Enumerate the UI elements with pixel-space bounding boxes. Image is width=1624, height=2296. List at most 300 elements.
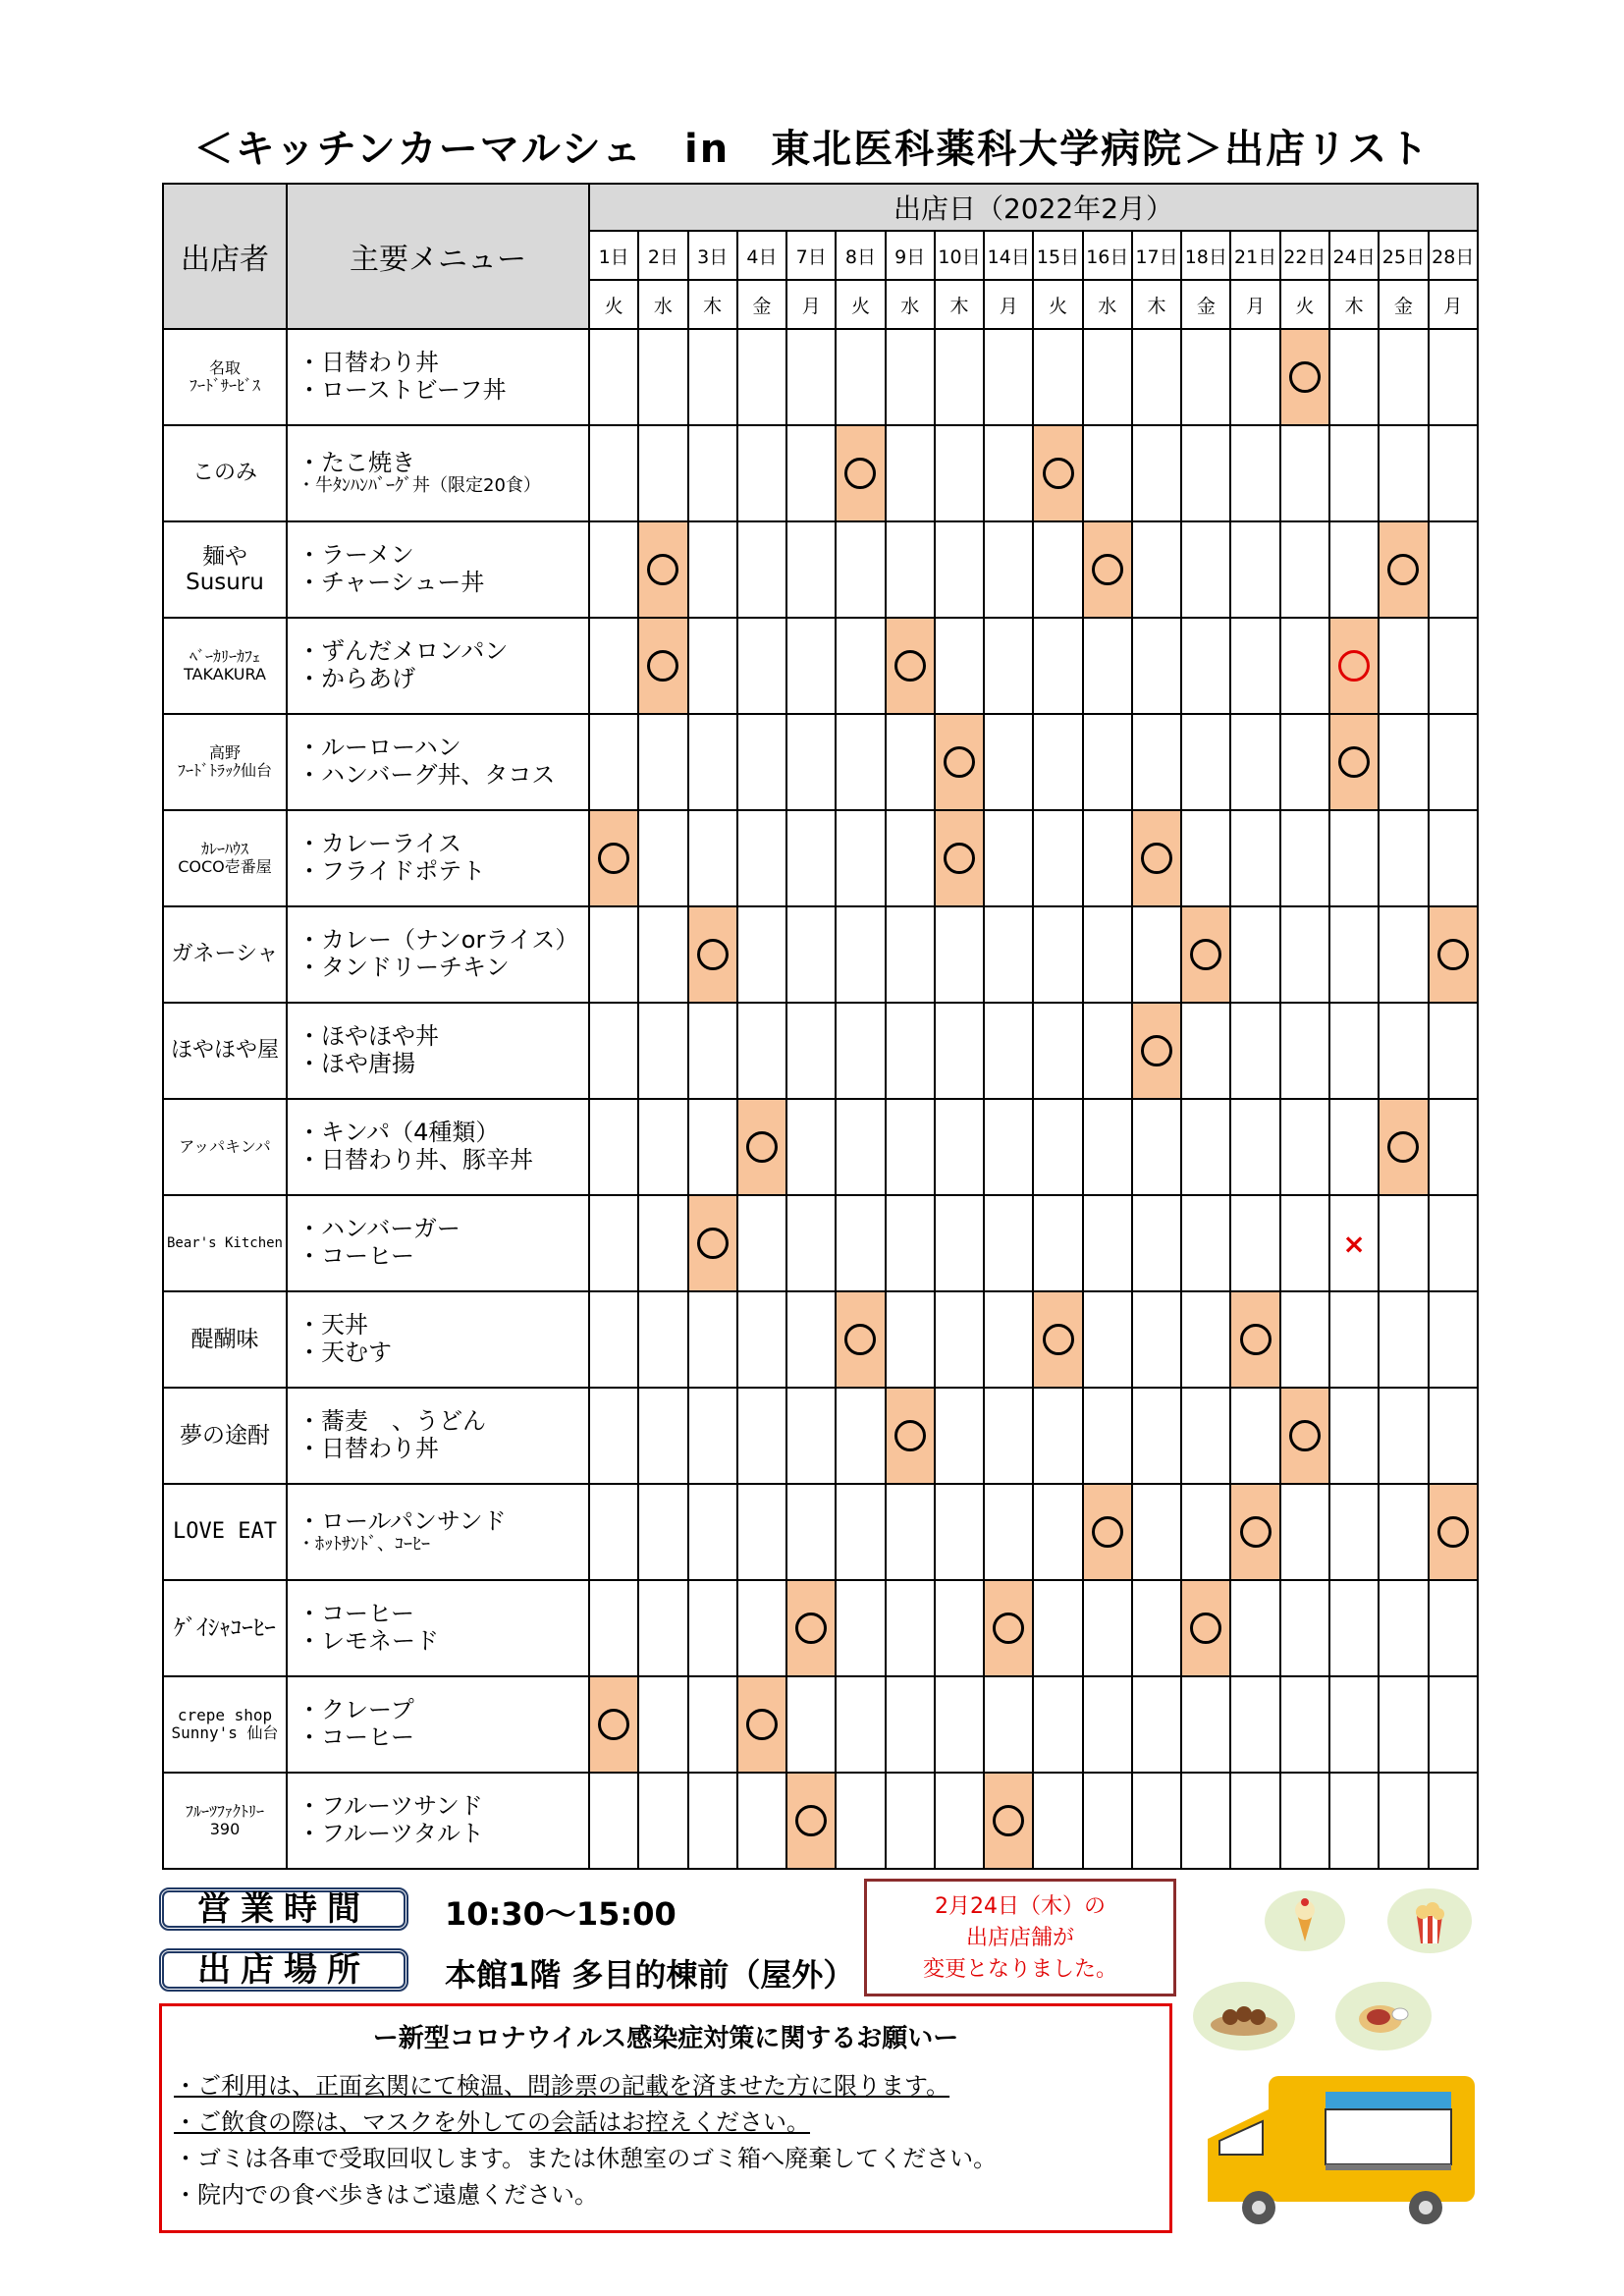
- weekday-header: 木: [688, 280, 737, 329]
- page-title: ＜キッチンカーマルシェ in 東北医科薬科大学病院＞出店リスト: [193, 127, 1431, 172]
- vendor-rows: [163, 329, 1478, 1869]
- schedule-cell: [1230, 1291, 1279, 1388]
- schedule-cell: [1280, 1195, 1329, 1291]
- schedule-cell: [984, 1099, 1033, 1195]
- menu-item: ・キンパ（4種類）: [298, 1119, 500, 1147]
- schedule-cell: [836, 1676, 885, 1773]
- menu-item: ・チャーシュー丼: [298, 569, 485, 596]
- schedule-cell: [638, 1003, 687, 1099]
- menu-item: ・ほやほや丼: [298, 1022, 439, 1051]
- schedule-cell: [1181, 1580, 1230, 1676]
- schedule-cell: [886, 1580, 935, 1676]
- schedule-cell: [786, 425, 836, 521]
- schedule-cell: [1379, 810, 1428, 906]
- schedule-cell: [1132, 714, 1181, 810]
- vendor-name-line: このみ: [191, 461, 257, 486]
- covid-notice-title: ー新型コロナウイルス感染症対策に関するお願いー: [372, 2024, 959, 2053]
- menu-items: [287, 425, 589, 521]
- schedule-cell: [886, 1388, 935, 1484]
- schedule-cell: [786, 618, 836, 714]
- circle-mark: [598, 843, 629, 874]
- schedule-cell: [1083, 329, 1132, 425]
- menu-items: [287, 1003, 589, 1099]
- schedule-cell: [984, 810, 1033, 906]
- schedule-cell: [1429, 425, 1478, 521]
- schedule-cell: [1230, 1580, 1279, 1676]
- food-truck-icon: [1198, 2070, 1483, 2237]
- schedule-cell: [1132, 1388, 1181, 1484]
- covid-notice-item: ・ご利用は、正面玄関にて検温、問診票の記載を済ませた方に限ります。: [174, 2072, 950, 2100]
- schedule-cell: [688, 1099, 737, 1195]
- menu-item: ・フライドポテト: [298, 857, 486, 885]
- schedule-cell: [688, 521, 737, 618]
- schedule-cell: [1033, 425, 1082, 521]
- vendor-row: [163, 1676, 1478, 1773]
- menu-items: [287, 521, 589, 618]
- day-header: 9日: [886, 231, 935, 280]
- schedule-cell: [1181, 906, 1230, 1003]
- schedule-cell: [1132, 329, 1181, 425]
- schedule-cell: [737, 1099, 786, 1195]
- menu-item: ・ルーローハン: [298, 734, 461, 762]
- day-header: 3日: [688, 231, 737, 280]
- schedule-cell: [1181, 1003, 1230, 1099]
- covid-notice-box: [159, 2003, 1172, 2233]
- schedule-cell: [1033, 1195, 1082, 1291]
- vendor-name-line: Bear's Kitchen: [166, 1234, 283, 1251]
- schedule-cell: [737, 521, 786, 618]
- circle-mark: [1338, 746, 1370, 778]
- popcorn-icon: [1387, 1888, 1472, 1953]
- schedule-cell: [1181, 1773, 1230, 1869]
- circle-mark: [1190, 1613, 1221, 1644]
- schedule-cell: [935, 1676, 984, 1773]
- schedule-cell: [984, 1580, 1033, 1676]
- vendor-name: [163, 1099, 287, 1195]
- schedule-cell: [737, 1484, 786, 1580]
- schedule-cell: [1083, 521, 1132, 618]
- vendor-row: [163, 1484, 1478, 1580]
- schedule-cell: [589, 1291, 638, 1388]
- circle-mark: [894, 1420, 926, 1451]
- schedule-cell: [638, 521, 687, 618]
- menu-item: ・からあげ: [298, 665, 415, 692]
- weekday-header: 金: [1181, 280, 1230, 329]
- circle-mark: [795, 1805, 827, 1836]
- schedule-cell: [589, 1388, 638, 1484]
- schedule-cell: [589, 521, 638, 618]
- changed-circle-mark: [1338, 650, 1370, 682]
- schedule-cell: [836, 1195, 885, 1291]
- ice-cream-icon: [1265, 1890, 1345, 1951]
- vendor-row: [163, 1388, 1478, 1484]
- schedule-cell: [1280, 1484, 1329, 1580]
- schedule-cell: [836, 1003, 885, 1099]
- vendor-name-line: ｶﾚｰﾊｳｽ: [200, 839, 248, 858]
- schedule-cell: [737, 906, 786, 1003]
- schedule-cell: [1429, 1484, 1478, 1580]
- schedule-cell: [1033, 1099, 1082, 1195]
- schedule-cell: [589, 1773, 638, 1869]
- schedule-cell: [1329, 425, 1379, 521]
- circle-mark: [1092, 554, 1123, 585]
- burrito-icon: [1335, 1982, 1432, 2050]
- schedule-cell: [1033, 1388, 1082, 1484]
- menu-items: [287, 1099, 589, 1195]
- schedule-cell: [1429, 714, 1478, 810]
- schedule-cell: [1033, 906, 1082, 1003]
- schedule-cell: [1181, 1195, 1230, 1291]
- schedule-cell: [1429, 906, 1478, 1003]
- circle-mark: [1190, 939, 1221, 970]
- schedule-cell: [1329, 1099, 1379, 1195]
- schedule-cell: [688, 1388, 737, 1484]
- schedule-cell: [589, 714, 638, 810]
- schedule-cell: [1329, 1773, 1379, 1869]
- schedule-cell: [886, 425, 935, 521]
- schedule-cell: [1379, 425, 1428, 521]
- schedule-cell: [836, 1484, 885, 1580]
- schedule-cell: [984, 714, 1033, 810]
- schedule-cell: [836, 521, 885, 618]
- vendor-row: [163, 521, 1478, 618]
- schedule-cell: [589, 1195, 638, 1291]
- menu-item: ・ほや唐揚: [298, 1050, 415, 1077]
- schedule-cell: [1230, 714, 1279, 810]
- vendor-name-line: アッパキンパ: [179, 1136, 271, 1156]
- vendor-name-line: ﾌｰﾄﾞｻｰﾋﾞｽ: [189, 376, 260, 395]
- cancelled-mark: ×: [1342, 1227, 1366, 1260]
- vendor-column-header: 出店者: [163, 184, 287, 329]
- day-header: 14日: [984, 231, 1033, 280]
- menu-items: [287, 810, 589, 906]
- day-header: 18日: [1181, 231, 1230, 280]
- schedule-cell: [836, 618, 885, 714]
- schedule-cell: [886, 906, 935, 1003]
- schedule-cell: [786, 1676, 836, 1773]
- weekday-header: 木: [935, 280, 984, 329]
- schedule-cell: [688, 1484, 737, 1580]
- schedule-cell: [886, 618, 935, 714]
- schedule-cell: [1181, 810, 1230, 906]
- schedule-cell: [1379, 1773, 1428, 1869]
- schedule-cell: [1280, 1003, 1329, 1099]
- vendor-row: [163, 906, 1478, 1003]
- schedule-cell: [984, 1291, 1033, 1388]
- schedule-cell: [1329, 1676, 1379, 1773]
- menu-item: ・ずんだメロンパン: [298, 637, 509, 666]
- schedule-cell: [1083, 425, 1132, 521]
- schedule-cell: [1280, 1773, 1329, 1869]
- day-header: 8日: [836, 231, 885, 280]
- schedule-table: [162, 183, 1479, 1870]
- hours-label: 営業時間: [159, 1887, 408, 1931]
- weekday-header: 火: [1280, 280, 1329, 329]
- schedule-cell: [1280, 906, 1329, 1003]
- weekday-header: 火: [589, 280, 638, 329]
- schedule-cell: [1083, 1003, 1132, 1099]
- schedule-cell: [1132, 1195, 1181, 1291]
- menu-item: ・ハンバーガー: [298, 1215, 460, 1243]
- vendor-name-line: ガネーシャ: [171, 942, 279, 967]
- schedule-cell: [1181, 1291, 1230, 1388]
- schedule-cell: [638, 329, 687, 425]
- schedule-cell: [935, 1291, 984, 1388]
- schedule-cell: [935, 1484, 984, 1580]
- schedule-cell: [984, 1484, 1033, 1580]
- schedule-cell: [1132, 1003, 1181, 1099]
- schedule-cell: [1329, 810, 1379, 906]
- schedule-cell: [1429, 329, 1478, 425]
- schedule-cell: [1132, 618, 1181, 714]
- hours-value: 10:30～15:00: [445, 1895, 677, 1933]
- schedule-cell: [836, 906, 885, 1003]
- circle-mark: [795, 1613, 827, 1644]
- schedule-cell: [1181, 714, 1230, 810]
- schedule-cell: [589, 1676, 638, 1773]
- schedule-cell: [935, 521, 984, 618]
- schedule-cell: [836, 1291, 885, 1388]
- vendor-name-line: 390: [209, 1820, 241, 1838]
- schedule-cell: [984, 618, 1033, 714]
- day-header: 24日: [1329, 231, 1379, 280]
- schedule-cell: [786, 1484, 836, 1580]
- schedule-cell: [737, 329, 786, 425]
- schedule-cell: [688, 1773, 737, 1869]
- weekday-header: 月: [786, 280, 836, 329]
- schedule-cell: [1181, 1484, 1230, 1580]
- schedule-cell: [1230, 329, 1279, 425]
- circle-mark: [993, 1613, 1024, 1644]
- vendor-row: [163, 618, 1478, 714]
- schedule-cell: [1329, 1580, 1379, 1676]
- schedule-cell: [737, 1388, 786, 1484]
- menu-items: [287, 906, 589, 1003]
- weekday-header: 月: [1429, 280, 1478, 329]
- schedule-cell: [1329, 618, 1379, 714]
- circle-mark: [1141, 1035, 1172, 1066]
- schedule-cell: [688, 329, 737, 425]
- schedule-cell: [886, 1291, 935, 1388]
- schedule-cell: [1083, 906, 1132, 1003]
- schedule-cell: [638, 1676, 687, 1773]
- schedule-cell: [638, 810, 687, 906]
- schedule-cell: [836, 1773, 885, 1869]
- schedule-cell: [935, 1195, 984, 1291]
- circle-mark: [1141, 843, 1172, 874]
- vendor-name: [163, 810, 287, 906]
- vendor-row: [163, 810, 1478, 906]
- schedule-cell: [1181, 1676, 1230, 1773]
- schedule-cell: [737, 1676, 786, 1773]
- circle-mark: [697, 1228, 729, 1259]
- menu-item: ・レモネード: [298, 1627, 439, 1655]
- schedule-cell: [1429, 1388, 1478, 1484]
- schedule-cell: [1379, 1676, 1428, 1773]
- schedule-cell: [1230, 1003, 1279, 1099]
- schedule-cell: [589, 1484, 638, 1580]
- menu-item: ・日替わり丼、豚辛丼: [298, 1146, 533, 1174]
- schedule-cell: [1379, 521, 1428, 618]
- schedule-cell: [1181, 521, 1230, 618]
- schedule-cell: [1033, 1773, 1082, 1869]
- schedule-cell: [1033, 1003, 1082, 1099]
- schedule-cell: [737, 618, 786, 714]
- schedule-cell: [786, 1388, 836, 1484]
- schedule-cell: [1033, 1291, 1082, 1388]
- schedule-cell: [984, 1773, 1033, 1869]
- schedule-cell: [688, 810, 737, 906]
- schedule-cell: [1132, 1676, 1181, 1773]
- schedule-cell: [1329, 329, 1379, 425]
- circle-mark: [746, 1709, 778, 1740]
- day-header: 10日: [935, 231, 984, 280]
- schedule-cell: [589, 1099, 638, 1195]
- vendor-name: [163, 521, 287, 618]
- weekday-header: 木: [1132, 280, 1181, 329]
- vendor-name: [163, 1291, 287, 1388]
- day-header: 21日: [1230, 231, 1279, 280]
- schedule-cell: [688, 618, 737, 714]
- schedule-cell: [984, 1676, 1033, 1773]
- menu-item: ・天丼: [298, 1311, 368, 1339]
- schedule-cell: [1132, 906, 1181, 1003]
- menu-column-header: 主要メニュー: [287, 184, 589, 329]
- schedule-cell: [786, 1580, 836, 1676]
- schedule-cell: [1429, 1003, 1478, 1099]
- schedule-cell: [1230, 618, 1279, 714]
- day-header: 4日: [737, 231, 786, 280]
- schedule-cell: [786, 1773, 836, 1869]
- vendor-name: [163, 1676, 287, 1773]
- schedule-cell: [1033, 329, 1082, 425]
- schedule-cell: [1280, 714, 1329, 810]
- schedule-cell: [1280, 1388, 1329, 1484]
- covid-notice-item: ・ゴミは各車で受取回収します。または休憩室のゴミ箱へ廃棄してください。: [174, 2145, 998, 2172]
- vendor-row: [163, 329, 1478, 425]
- schedule-cell: [1280, 521, 1329, 618]
- circle-mark: [993, 1805, 1024, 1836]
- circle-mark: [844, 1324, 876, 1355]
- vendor-name-line: 名取: [208, 357, 241, 377]
- schedule-cell: [1033, 810, 1082, 906]
- vendor-name: [163, 1003, 287, 1099]
- vendor-name-line: 醍醐味: [190, 1326, 259, 1352]
- schedule-cell: [935, 1773, 984, 1869]
- schedule-cell: [836, 1388, 885, 1484]
- vendor-name: [163, 714, 287, 810]
- circle-mark: [746, 1131, 778, 1163]
- circle-mark: [1092, 1516, 1123, 1548]
- schedule-cell: [786, 1291, 836, 1388]
- menu-item: ・フルーツサンド: [298, 1792, 483, 1821]
- schedule-cell: [1280, 329, 1329, 425]
- schedule-cell: [935, 1388, 984, 1484]
- menu-item: ・たこ焼き: [298, 448, 415, 476]
- schedule-cell: [1379, 1484, 1428, 1580]
- vendor-name-line: crepe shop: [177, 1705, 273, 1724]
- schedule-cell: [886, 1099, 935, 1195]
- circle-mark: [1437, 939, 1469, 970]
- notice-line: 2月24日（木）の: [935, 1894, 1106, 1919]
- schedule-cell: [836, 329, 885, 425]
- schedule-cell: [589, 810, 638, 906]
- schedule-cell: [786, 521, 836, 618]
- schedule-cell: [886, 1003, 935, 1099]
- schedule-cell: [638, 1484, 687, 1580]
- schedule-cell: [1429, 1195, 1478, 1291]
- schedule-cell: [984, 521, 1033, 618]
- schedule-cell: [935, 1003, 984, 1099]
- vendor-row: [163, 1580, 1478, 1676]
- day-header: 25日: [1379, 231, 1428, 280]
- vendor-row: [163, 1291, 1478, 1388]
- circle-mark: [647, 554, 678, 585]
- schedule-cell: [1329, 521, 1379, 618]
- schedule-cell: [786, 1003, 836, 1099]
- schedule-cell: [1132, 810, 1181, 906]
- schedule-cell: [1033, 714, 1082, 810]
- schedule-cell: [1033, 618, 1082, 714]
- schedule-cell: [1083, 1773, 1132, 1869]
- schedule-cell: [935, 329, 984, 425]
- schedule-cell: [1181, 329, 1230, 425]
- schedule-cell: [935, 425, 984, 521]
- menu-item: ・クレープ: [298, 1696, 414, 1724]
- schedule-cell: [589, 425, 638, 521]
- vendor-name-line: 麺やSusuru: [186, 543, 264, 595]
- schedule-cell: [1329, 1291, 1379, 1388]
- weekday-header: 水: [638, 280, 687, 329]
- schedule-cell: [1132, 1291, 1181, 1388]
- weekday-header: 月: [1230, 280, 1279, 329]
- schedule-cell: [1329, 714, 1379, 810]
- schedule-cell: [836, 1099, 885, 1195]
- schedule-cell: [984, 1388, 1033, 1484]
- schedule-cell: [1230, 810, 1279, 906]
- schedule-cell: [737, 1003, 786, 1099]
- schedule-cell: [1329, 906, 1379, 1003]
- menu-items: [287, 1388, 589, 1484]
- schedule-cell: [1280, 1580, 1329, 1676]
- schedule-cell: [786, 714, 836, 810]
- schedule-cell: [1230, 906, 1279, 1003]
- vendor-name: [163, 618, 287, 714]
- vendor-name-line: ほやほや屋: [170, 1038, 279, 1064]
- schedule-cell: [1379, 1195, 1428, 1291]
- vendor-name-line: LOVE EAT: [173, 1519, 277, 1545]
- day-header: 7日: [786, 231, 836, 280]
- vendor-name: [163, 425, 287, 521]
- circle-mark: [1387, 554, 1419, 585]
- schedule-cell: [984, 906, 1033, 1003]
- schedule-cell: [1280, 425, 1329, 521]
- schedule-cell: [1379, 714, 1428, 810]
- schedule-cell: [1429, 1291, 1478, 1388]
- schedule-cell: [1132, 1580, 1181, 1676]
- schedule-cell: [1083, 1388, 1132, 1484]
- schedule-cell: [886, 1484, 935, 1580]
- covid-notice-item: ・ご飲食の際は、マスクを外しての会話はお控えください。: [174, 2108, 810, 2136]
- schedule-cell: [737, 1580, 786, 1676]
- schedule-cell: [1429, 1676, 1478, 1773]
- vendor-name-line: ﾍﾞｰｶﾘｰｶﾌｪ: [189, 646, 260, 666]
- schedule-cell: [638, 425, 687, 521]
- circle-mark: [1387, 1131, 1419, 1163]
- schedule-cell: [1033, 1676, 1082, 1773]
- schedule-cell: [886, 1773, 935, 1869]
- day-header: 22日: [1280, 231, 1329, 280]
